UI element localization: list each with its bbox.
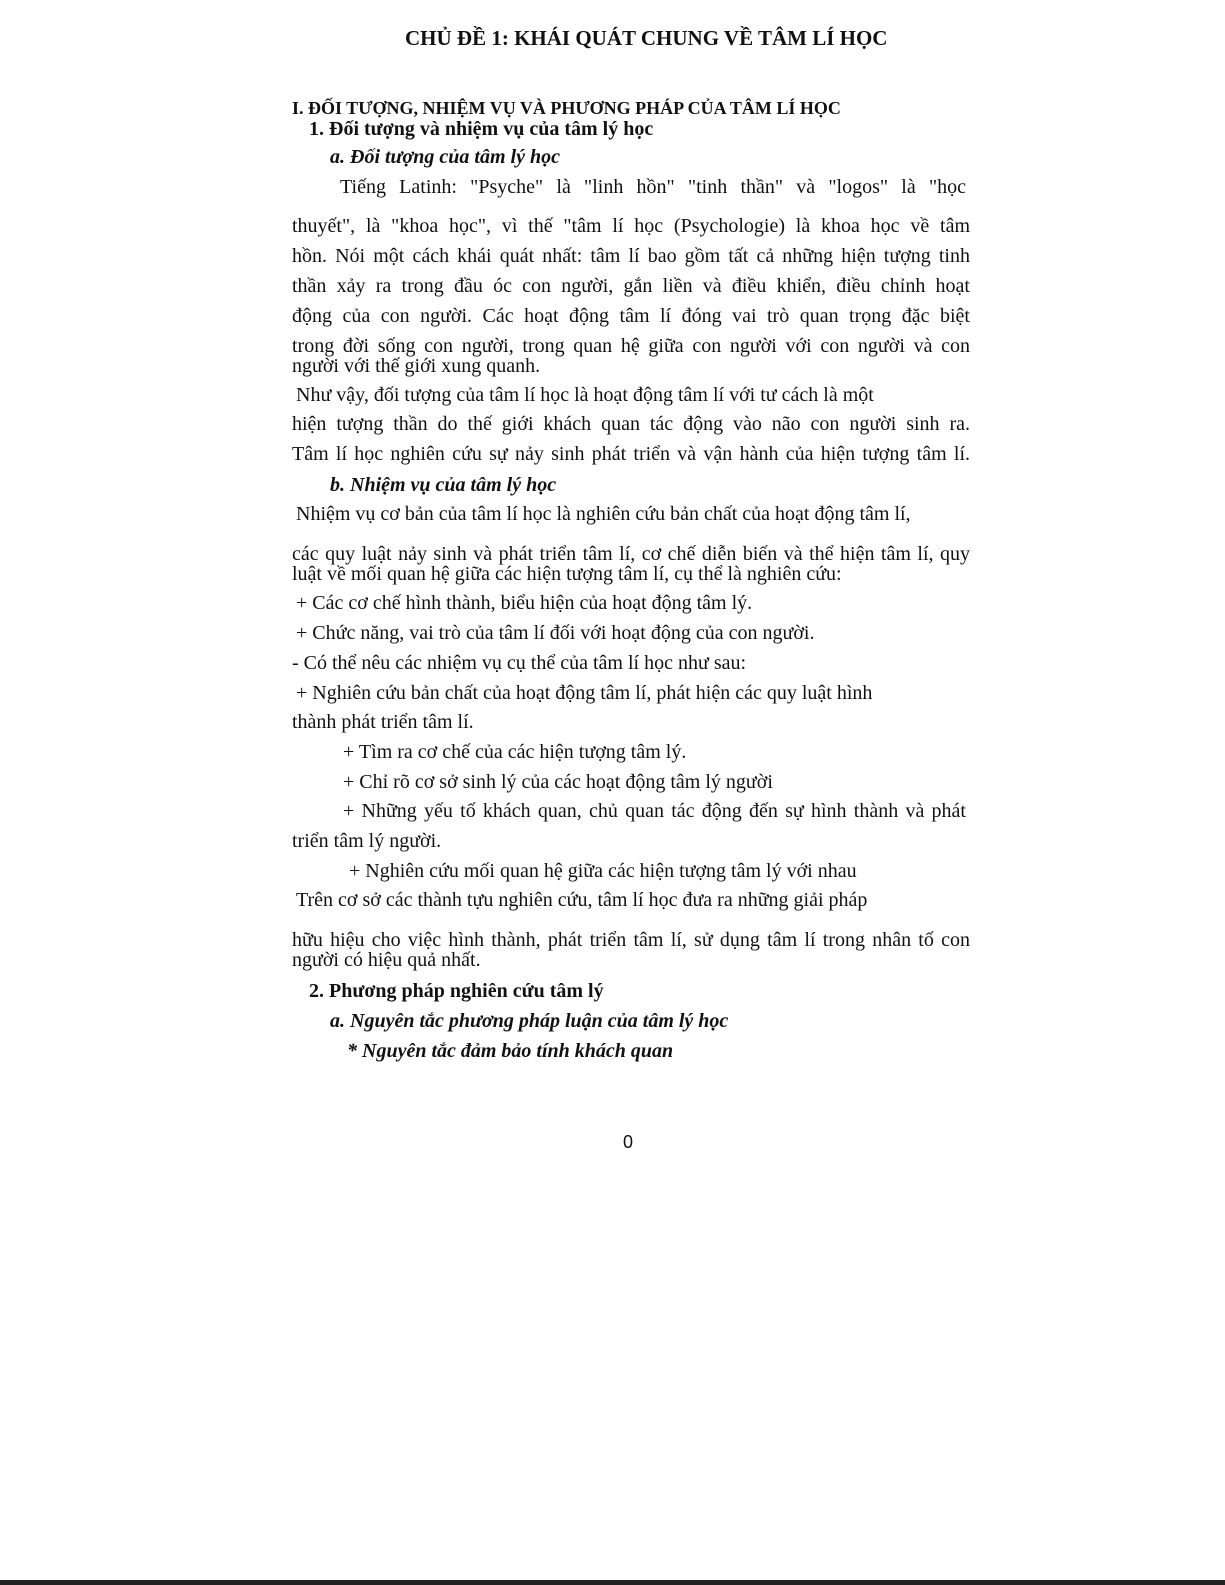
subsection-heading-1: 1. Đối tượng và nhiệm vụ của tâm lý học [309, 118, 654, 140]
page-number: 0 [623, 1132, 634, 1152]
heading-2a-principle: * Nguyên tắc đảm bảo tính khách quan [347, 1040, 674, 1062]
bottom-border [0, 1580, 1225, 1585]
list-item: + Nghiên cứu bản chất của hoạt động tâm lí, phát hiện các quy luật hình [296, 682, 873, 704]
paragraph-line: Tiếng Latinh: "Psyche" là "linh hồn" "tinh thần" và "logos" là "học [340, 176, 966, 198]
paragraph-line: người có hiệu quả nhất. [292, 949, 481, 971]
list-item: + Nghiên cứu mối quan hệ giữa các hiện tượng tâm lý với nhau [349, 860, 857, 882]
subsection-heading-2: 2. Phương pháp nghiên cứu tâm lý [309, 980, 604, 1002]
section-heading: I. ĐỐI TƯỢNG, NHIỆM VỤ VÀ PHƯƠNG PHÁP CỦA TÂM LÍ HỌC [292, 98, 841, 118]
list-item: triển tâm lý người. [292, 830, 442, 852]
heading-b: b. Nhiệm vụ của tâm lý học [330, 474, 557, 496]
paragraph-line: trong đời sống con người, trong quan hệ giữa con người với con người và con [292, 335, 970, 357]
paragraph-line: thần xảy ra trong đầu óc con người, gắn liền và điều khiển, điều chỉnh hoạt [292, 275, 970, 297]
list-item: + Các cơ chế hình thành, biểu hiện của hoạt động tâm lý. [296, 592, 753, 614]
page-title: CHỦ ĐỀ 1: KHÁI QUÁT CHUNG VỀ TÂM LÍ HỌC [405, 26, 888, 50]
paragraph-line: người với thế giới xung quanh. [292, 355, 541, 377]
list-item: + Tìm ra cơ chế của các hiện tượng tâm lý. [343, 741, 687, 763]
list-item: + Chức năng, vai trò của tâm lí đối với hoạt động của con người. [296, 622, 815, 644]
heading-2a: a. Nguyên tắc phương pháp luận của tâm lý học [330, 1010, 729, 1032]
list-item: + Chỉ rõ cơ sở sinh lý của các hoạt động tâm lý người [343, 771, 773, 793]
paragraph-line: luật về mối quan hệ giữa các hiện tượng tâm lí, cụ thể là nghiên cứu: [292, 563, 842, 585]
paragraph-line: hữu hiệu cho việc hình thành, phát triển tâm lí, sử dụng tâm lí trong nhân tố con [292, 929, 970, 951]
paragraph-line: các quy luật nảy sinh và phát triển tâm lí, cơ chế diễn biến và thể hiện tâm lí, quy [292, 543, 970, 565]
paragraph-line: hồn. Nói một cách khái quát nhất: tâm lí bao gồm tất cả những hiện tượng tinh [292, 245, 970, 267]
paragraph-line: động của con người. Các hoạt động tâm lí đóng vai trò quan trọng đặc biệt [292, 305, 970, 327]
list-item: + Những yếu tố khách quan, chủ quan tác động đến sự hình thành và phát [343, 800, 966, 822]
paragraph-line: Như vậy, đối tượng của tâm lí học là hoạt động tâm lí với tư cách là một [296, 384, 874, 406]
heading-a: a. Đối tượng của tâm lý học [330, 146, 560, 168]
paragraph-line: Tâm lí học nghiên cứu sự nảy sinh phát triển và vận hành của hiện tượng tâm lí. [292, 443, 970, 465]
paragraph-line: Trên cơ sở các thành tựu nghiên cứu, tâm lí học đưa ra những giải pháp [296, 889, 868, 911]
list-item: thành phát triển tâm lí. [292, 711, 474, 733]
paragraph-line: Nhiệm vụ cơ bản của tâm lí học là nghiên cứu bản chất của hoạt động tâm lí, [296, 503, 911, 525]
paragraph-line: thuyết", là "khoa học", vì thế "tâm lí học (Psychologie) là khoa học về tâm [292, 215, 970, 237]
list-item: - Có thể nêu các nhiệm vụ cụ thể của tâm lí học như sau: [292, 652, 747, 674]
paragraph-line: hiện tượng thần do thế giới khách quan tác động vào não con người sinh ra. [292, 413, 970, 435]
